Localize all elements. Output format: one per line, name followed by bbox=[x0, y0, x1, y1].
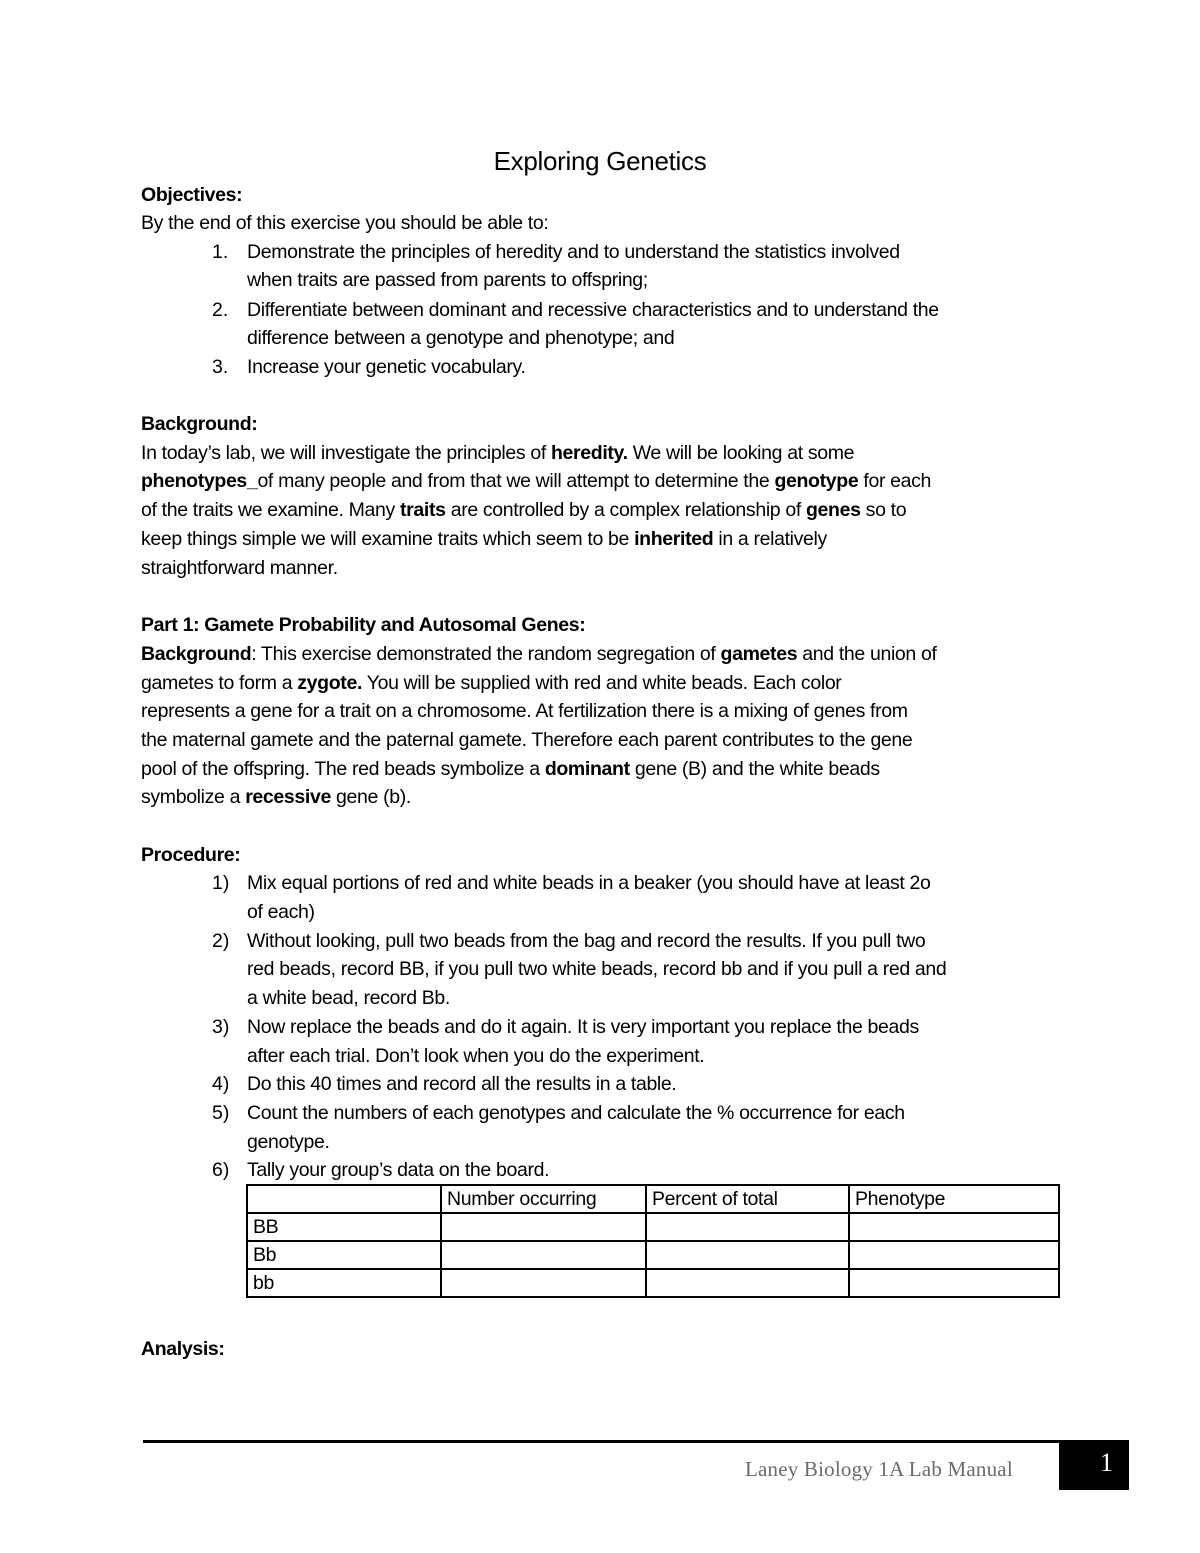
objectives-heading: Objectives: bbox=[141, 184, 243, 206]
part1-line bbox=[141, 783, 411, 812]
text-run: You will be supplied with red and white beads. Each color bbox=[362, 672, 842, 694]
background-line bbox=[141, 525, 827, 554]
phenotype-cell[interactable] bbox=[849, 1269, 1059, 1297]
step-text: genotype. bbox=[247, 1131, 330, 1153]
bold-term: recessive bbox=[245, 786, 331, 808]
text-run: We will be looking at some bbox=[627, 442, 855, 464]
background-line bbox=[141, 467, 931, 496]
text-run: so to bbox=[860, 499, 907, 521]
percent-of-total-cell[interactable] bbox=[646, 1269, 849, 1297]
text-run: are controlled by a complex relationship of bbox=[445, 499, 806, 521]
table-header-row bbox=[247, 1185, 1059, 1213]
step-number: 6) bbox=[212, 1159, 230, 1181]
text-run: symbolize a bbox=[141, 786, 246, 808]
number-occurring-cell[interactable] bbox=[441, 1269, 646, 1297]
step-text: Tally your group’s data on the board. bbox=[247, 1159, 550, 1181]
step-number: 5) bbox=[212, 1102, 230, 1124]
text-run: : This exercise demonstrated the random segregation of bbox=[251, 643, 721, 665]
text-run: in a relatively bbox=[713, 528, 827, 550]
step-text: Now replace the beads and do it again. It is very important you replace the beads bbox=[247, 1016, 919, 1038]
step-number: 3) bbox=[212, 1016, 230, 1038]
bold-term: gametes bbox=[720, 643, 798, 665]
part1-line bbox=[141, 697, 908, 726]
background-line bbox=[141, 496, 906, 525]
text-run: In today’s lab, we will investigate the principles of bbox=[141, 442, 551, 464]
text-run: represents a gene for a trait on a chromosome. At fertilization there is a mixing of genes from bbox=[141, 700, 908, 722]
bold-term: traits bbox=[400, 499, 446, 521]
step-number: 1) bbox=[212, 872, 230, 894]
phenotype-cell[interactable] bbox=[849, 1241, 1059, 1269]
text-run: the maternal gamete and the paternal gamete. Therefore each parent contributes to the gene bbox=[141, 729, 913, 751]
table-row bbox=[247, 1269, 1059, 1297]
part1-line bbox=[141, 640, 937, 669]
table-row bbox=[247, 1213, 1059, 1241]
part1-line bbox=[141, 755, 880, 784]
genotype-cell: Bb bbox=[247, 1241, 441, 1269]
background-heading: Background: bbox=[141, 413, 258, 435]
text-run: of the traits we examine. Many bbox=[141, 499, 401, 521]
bold-term: Background bbox=[141, 643, 252, 665]
step-number: 4) bbox=[212, 1073, 230, 1095]
step-text: of each) bbox=[247, 901, 315, 923]
bold-term: phenotypes bbox=[141, 470, 247, 492]
background-line bbox=[141, 554, 338, 583]
text-run: keep things simple we will examine traits which seem to be bbox=[141, 528, 635, 550]
text-run: gene (B) and the white beads bbox=[629, 758, 880, 780]
bold-term: inherited bbox=[634, 528, 714, 550]
bold-term: dominant bbox=[544, 758, 630, 780]
genotype-cell: bb bbox=[247, 1269, 441, 1297]
number-occurring-cell[interactable] bbox=[441, 1213, 646, 1241]
objective-number: 2. bbox=[212, 299, 229, 321]
genotype-cell: BB bbox=[247, 1213, 441, 1241]
objective-text: Increase your genetic vocabulary. bbox=[247, 356, 526, 378]
step-text: after each trial. Don’t look when you do the experiment. bbox=[247, 1045, 705, 1067]
header-cell bbox=[247, 1185, 441, 1213]
number-occurring-cell[interactable] bbox=[441, 1241, 646, 1269]
header-cell: Percent of total bbox=[646, 1185, 849, 1213]
page-title: Exploring Genetics bbox=[493, 146, 707, 176]
text-run: and the union of bbox=[797, 643, 937, 665]
bold-term: zygote. bbox=[297, 672, 363, 694]
objective-text: when traits are passed from parents to offspring; bbox=[247, 269, 648, 291]
percent-of-total-cell[interactable] bbox=[646, 1241, 849, 1269]
step-text: Count the numbers of each genotypes and calculate the % occurrence for each bbox=[247, 1102, 905, 1124]
objective-number: 1. bbox=[212, 241, 229, 263]
text-run: straightforward manner. bbox=[141, 557, 338, 579]
footer-rule bbox=[143, 1440, 1060, 1443]
procedure-heading: Procedure: bbox=[141, 844, 241, 866]
part1-line bbox=[141, 726, 912, 755]
header-cell: Number occurring bbox=[441, 1185, 646, 1213]
table-row bbox=[247, 1241, 1059, 1269]
objective-text: Differentiate between dominant and recessive characteristics and to understand the bbox=[247, 299, 939, 321]
step-number: 2) bbox=[212, 930, 230, 952]
bold-term: genotype bbox=[774, 470, 859, 492]
bold-term: _ bbox=[246, 470, 258, 492]
phenotype-cell[interactable] bbox=[849, 1213, 1059, 1241]
step-text: Mix equal portions of red and white beads in a beaker (you should have at least 2o bbox=[247, 872, 931, 894]
analysis-heading: Analysis: bbox=[141, 1338, 225, 1360]
header-cell: Phenotype bbox=[849, 1185, 1059, 1213]
step-text: red beads, record BB, if you pull two white beads, record bb and if you pull a red and bbox=[247, 958, 947, 980]
bold-term: heredity. bbox=[550, 442, 628, 464]
step-text: Without looking, pull two beads from the bag and record the results. If you pull two bbox=[247, 930, 926, 952]
step-text: Do this 40 times and record all the results in a table. bbox=[247, 1073, 677, 1095]
part1-heading: Part 1: Gamete Probability and Autosomal Genes: bbox=[141, 614, 586, 636]
background-line bbox=[141, 439, 854, 468]
text-run: pool of the offspring. The red beads symbolize a bbox=[141, 758, 545, 780]
genotype-table bbox=[246, 1184, 1060, 1298]
objective-text: Demonstrate the principles of heredity and to understand the statistics involved bbox=[247, 241, 900, 263]
part1-line bbox=[141, 669, 841, 698]
objective-text: difference between a genotype and phenotype; and bbox=[247, 327, 675, 349]
text-run: gametes to form a bbox=[141, 672, 298, 694]
objective-number: 3. bbox=[212, 356, 229, 378]
objectives-intro: By the end of this exercise you should be able to: bbox=[141, 212, 549, 234]
text-run: of many people and from that we will attempt to determine the bbox=[257, 470, 775, 492]
page-number: 1 bbox=[1100, 1448, 1113, 1477]
step-text: a white bead, record Bb. bbox=[247, 987, 450, 1009]
text-run: gene (b). bbox=[330, 786, 411, 808]
text-run: for each bbox=[858, 470, 932, 492]
page-number-box bbox=[1059, 1440, 1129, 1490]
bold-term: genes bbox=[806, 499, 861, 521]
footer-text: Laney Biology 1A Lab Manual bbox=[745, 1457, 1013, 1481]
percent-of-total-cell[interactable] bbox=[646, 1213, 849, 1241]
